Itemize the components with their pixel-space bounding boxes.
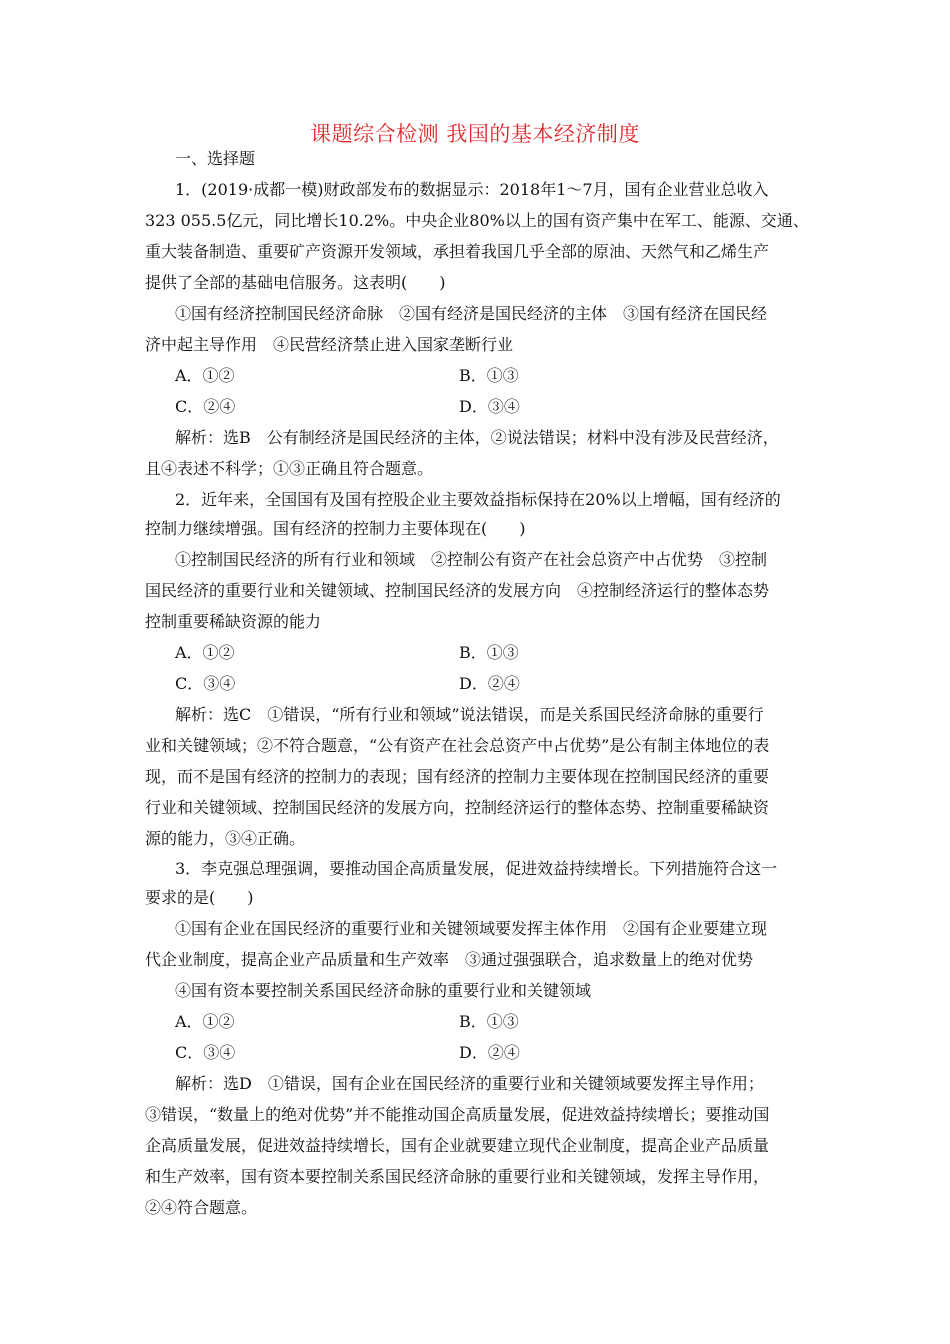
q2-statement-line: 国民经济的重要行业和关键领域、控制国民经济的发展方向 ④控制经济运行的整体态势	[145, 581, 770, 600]
q3-analysis-line: ②④符合题意。	[145, 1198, 258, 1217]
q1-option-c: C．②④	[175, 397, 236, 416]
q2-option-a: A．①②	[175, 643, 235, 662]
section-heading: 一、选择题	[175, 149, 256, 168]
q3-option-c: C．③④	[175, 1043, 236, 1062]
q3-statement-line: ①国有企业在国民经济的重要行业和关键领域要发挥主体作用 ②国有企业要建立现	[175, 919, 768, 938]
q3-option-b: B．①③	[459, 1012, 519, 1031]
q3-option-d: D．②④	[459, 1043, 520, 1062]
q3-statement-line: 代企业制度，提高企业产品质量和生产效率 ③通过强强联合，追求数量上的绝对优势	[145, 950, 754, 969]
q2-analysis-line: 解析：选C ①错误，“所有行业和领域”说法错误，而是关系国民经济命脉的重要行	[175, 705, 764, 724]
q1-stem-line: 1．(2019·成都一模)财政部发布的数据显示：2018年1～7月，国有企业营业总收入	[175, 180, 769, 199]
q2-option-c: C．③④	[175, 674, 236, 693]
q1-stem-line: 提供了全部的基础电信服务。这表明( )	[145, 273, 446, 292]
q1-option-a: A．①②	[175, 366, 235, 385]
q2-stem-line: 2．近年来，全国国有及国有控股企业主要效益指标保持在20%以上增幅，国有经济的	[175, 490, 781, 509]
q1-option-d: D．③④	[459, 397, 520, 416]
q3-analysis-line: 解析：选D ①错误，国有企业在国民经济的重要行业和关键领域要发挥主导作用；	[175, 1074, 764, 1093]
q2-statement-line: 控制重要稀缺资源的能力	[145, 612, 322, 631]
page-title: 课题综合检测 我国的基本经济制度	[310, 122, 640, 146]
q1-analysis-line: 解析：选B 公有制经济是国民经济的主体，②说法错误；材料中没有涉及民营经济，	[175, 428, 779, 447]
q3-stem-line: 3．李克强总理强调，要推动国企高质量发展，促进效益持续增长。下列措施符合这一	[175, 859, 778, 878]
q2-option-b: B．①③	[459, 643, 519, 662]
q3-analysis-line: ③错误，“数量上的绝对优势”并不能推动国企高质量发展，促进效益持续增长；要推动国	[145, 1105, 770, 1124]
q2-analysis-line: 现，而不是国有经济的控制力的表现；国有经济的控制力主要体现在控制国民经济的重要	[145, 767, 770, 786]
q3-analysis-line: 企高质量发展，促进效益持续增长，国有企业就要建立现代企业制度，提高企业产品质量	[145, 1136, 770, 1155]
q1-statement-line: ①国有经济控制国民经济命脉 ②国有经济是国民经济的主体 ③国有经济在国民经	[175, 304, 768, 323]
q1-stem-line: 323 055.5亿元，同比增长10.2%。中央企业80%以上的国有资产集中在军工、能源、交通、	[145, 211, 809, 230]
q1-stem-line: 重大装备制造、重要矿产资源开发领域，承担着我国几乎全部的原油、天然气和乙烯生产	[145, 242, 770, 261]
q1-statement-line: 济中起主导作用 ④民营经济禁止进入国家垄断行业	[145, 335, 514, 354]
q1-analysis-line: 且④表述不科学；①③正确且符合题意。	[145, 459, 434, 478]
q2-analysis-line: 业和关键领域；②不符合题意，“公有资产在社会总资产中占优势”是公有制主体地位的表	[145, 736, 770, 755]
q2-stem-line: 控制力继续增强。国有经济的控制力主要体现在( )	[145, 519, 526, 538]
q3-option-a: A．①②	[175, 1012, 235, 1031]
q2-statement-line: ①控制国民经济的所有行业和领域 ②控制公有资产在社会总资产中占优势 ③控制	[175, 550, 768, 569]
q3-analysis-line: 和生产效率，国有资本要控制关系国民经济命脉的重要行业和关键领域，发挥主导作用，	[145, 1167, 770, 1186]
q3-statement-line: ④国有资本要控制关系国民经济命脉的重要行业和关键领域	[175, 981, 592, 1000]
q2-analysis-line: 源的能力，③④正确。	[145, 829, 306, 848]
q2-analysis-line: 行业和关键领域、控制国民经济的发展方向，控制经济运行的整体态势、控制重要稀缺资	[145, 798, 770, 817]
q3-stem-line: 要求的是( )	[145, 888, 254, 907]
q2-option-d: D．②④	[459, 674, 520, 693]
q1-option-b: B．①③	[459, 366, 519, 385]
